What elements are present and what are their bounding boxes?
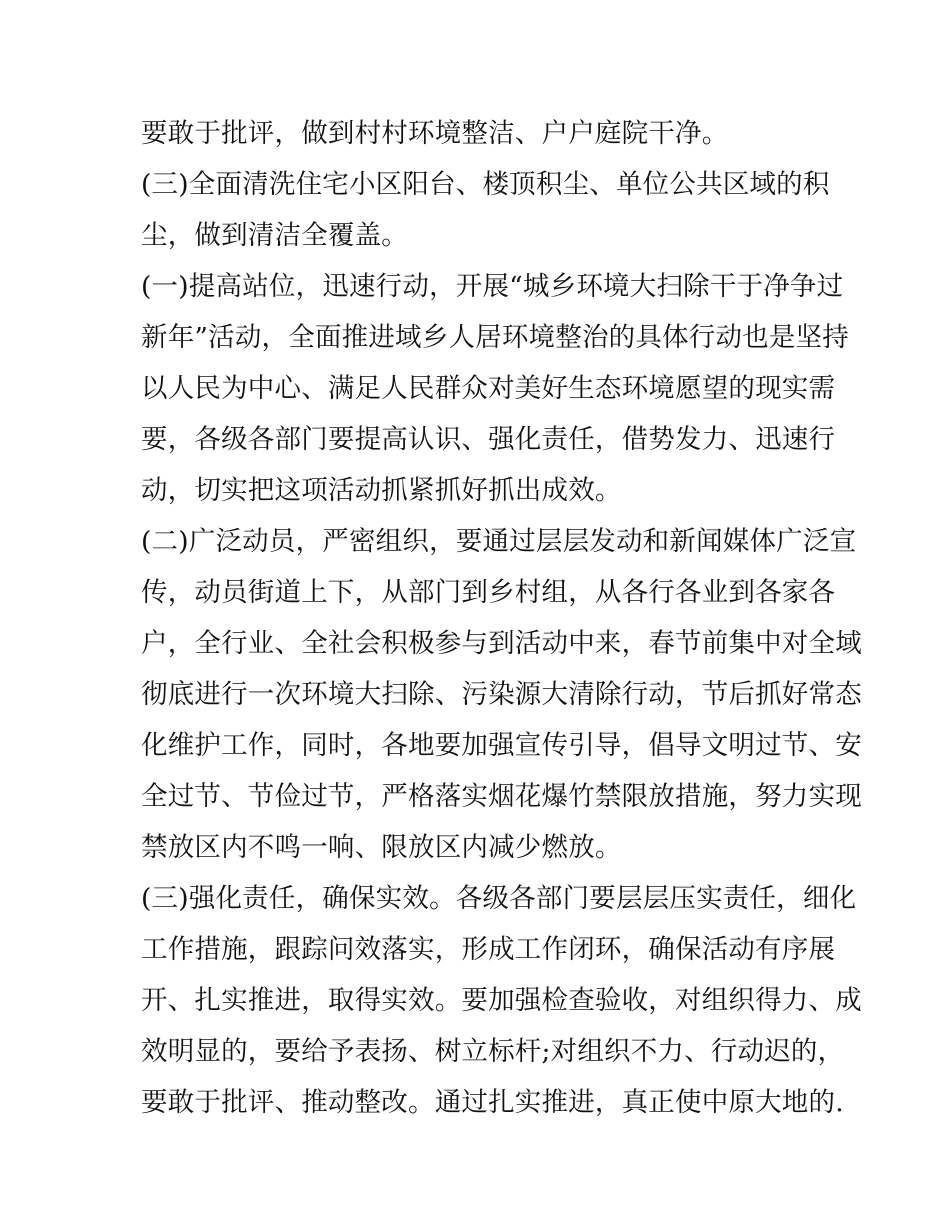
text-line: 要敢于批评、推动整改。通过扎实推进，真正使中原大地的. (141, 1087, 844, 1118)
text-line: 动，切实把这项活动抓紧抓好抓出成效。 (141, 475, 622, 506)
text-line: (三)强化责任，确保实效。各级各部门要层层压实责任，细化 (141, 883, 857, 914)
text-line: 全过节、节俭过节，严格落实烟花爆竹禁限放措施，努力实现 (141, 781, 862, 812)
text-line: 开、扎实推进，取得实效。要加强检查验收，对组织得力、成 (141, 985, 862, 1016)
text-line: 以人民为中心、满足人民群众对美好生态环境愿望的现实需 (141, 373, 836, 404)
text-line: (一)提高站位，迅速行动，开展“城乡环境大扫除干于净争过 (141, 271, 844, 302)
text-line: 户，全行业、全社会积极参与到活动中来，春节前集中对全域 (141, 628, 862, 659)
text-line: 禁放区内不鸣一响、限放区内减少燃放。 (141, 832, 622, 863)
text-line: (二)广泛动员，严密组织，要通过层层发动和新闻媒体广泛宣 (141, 526, 857, 557)
text-line: 效明显的，要给予表扬、树立标杆;对组织不力、行动迟的， (141, 1036, 845, 1067)
text-line: (三)全面清洗住宅小区阳台、楼顶积尘、单位公共区域的积 (141, 169, 830, 200)
document-body (141, 108, 862, 1128)
text-line: 化维护工作，同时，各地要加强宣传引导，倡导文明过节、安 (141, 730, 862, 761)
text-line: 要，各级各部门要提高认识、强化责任，借势发力、迅速行 (141, 424, 836, 455)
text-line: 新年”活动，全面推进域乡人居环境整治的具体行动也是坚持 (141, 322, 849, 353)
text-line: 工作措施，跟踪问效落实，形成工作闭环，确保活动有序展 (141, 934, 836, 965)
text-line: 尘，做到清洁全覆盖。 (141, 220, 408, 251)
text-line: 要敢于批评，做到村村环境整洁、户户庭院干净。 (141, 118, 729, 149)
text-line: 彻底进行一次环境大扫除、污染源大清除行动，节后抓好常态 (141, 679, 862, 710)
text-line: 传，动员街道上下，从部门到乡村组，从各行各业到各家各 (141, 577, 836, 608)
